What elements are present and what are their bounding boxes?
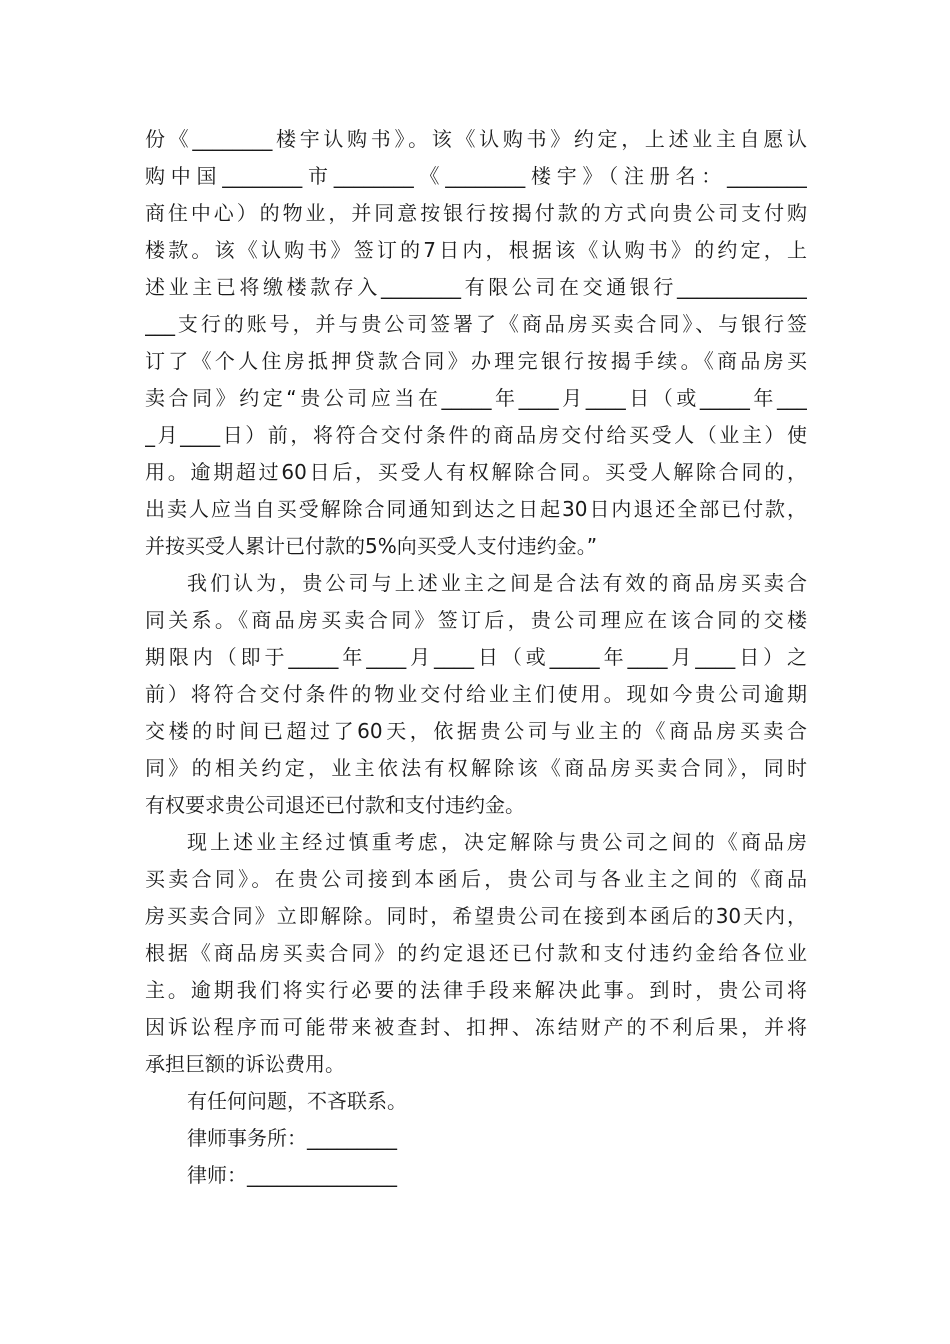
paragraph-line: 现上述业主经过慎重考虑，决定解除与贵公司之间的《商品房	[187, 830, 807, 854]
paragraph-line: 交楼的时间已超过了60天，依据贵公司与业主的《商品房买卖合	[145, 719, 807, 743]
paragraph-line: 我们认为，贵公司与上述业主之间是合法有效的商品房买卖合	[187, 571, 807, 595]
letter-body	[145, 121, 807, 1194]
lawyer-signature-line: 律师：_______________	[187, 1163, 397, 1187]
paragraph-line: 房买卖合同》立即解除。同时，希望贵公司在接到本函后的30天内，	[145, 904, 807, 928]
law-firm-signature-line: 律师事务所：_________	[187, 1126, 397, 1150]
paragraph-line: 前）将符合交付条件的物业交付给业主们使用。现如今贵公司逾期	[145, 682, 807, 706]
paragraph-line: _月____日）前，将符合交付条件的商品房交付给买受人（业主）使	[145, 423, 807, 447]
paragraph-line: 根据《商品房买卖合同》的约定退还已付款和支付违约金给各位业	[145, 941, 807, 965]
paragraph-line: 份《________楼宇认购书》。该《认购书》约定，上述业主自愿认	[145, 127, 807, 151]
paragraph-line: 楼款。该《认购书》签订的7日内，根据该《认购书》的约定，上	[145, 238, 807, 262]
paragraph-line: 用。逾期超过60日后，买受人有权解除合同。买受人解除合同的，	[145, 460, 807, 484]
paragraph-line: 主。逾期我们将实行必要的法律手段来解决此事。到时，贵公司将	[145, 978, 807, 1002]
paragraph-line: 因诉讼程序而可能带来被查封、扣押、冻结财产的不利后果，并将	[145, 1015, 807, 1039]
paragraph-line: 并按买受人累计已付款的5%向买受人支付违约金。”	[145, 534, 598, 558]
paragraph-line: 卖合同》约定“贵公司应当在_____年____月____日（或_____年___	[145, 386, 807, 410]
paragraph-line: 同关系。《商品房买卖合同》签订后，贵公司理应在该合同的交楼	[145, 608, 807, 632]
paragraph-2	[145, 565, 807, 824]
paragraph-line: 承担巨额的诉讼费用。	[145, 1052, 345, 1076]
paragraph-line: 订了《个人住房抵押贷款合同》办理完银行按揭手续。《商品房买	[145, 349, 807, 373]
paragraph-line: 同》的相关约定，业主依法有权解除该《商品房买卖合同》，同时	[145, 756, 807, 780]
paragraph-line: 述业主已将缴楼款存入________有限公司在交通银行_____________	[145, 275, 807, 299]
paragraph-line: 期限内（即于_____年____月____日（或_____年____月____日）之	[145, 645, 807, 669]
paragraph-line: 购中国________市________《________楼宇》（注册名：________	[145, 164, 807, 188]
paragraph-line: ___支行的账号，并与贵公司签署了《商品房买卖合同》、与银行签	[145, 312, 807, 336]
paragraph-line: 出卖人应当自买受解除合同通知到达之日起30日内退还全部已付款，	[145, 497, 807, 521]
closing-line: 有任何问题，不吝联系。	[187, 1089, 407, 1113]
paragraph-3	[145, 824, 807, 1083]
paragraph-line: 有权要求贵公司退还已付款和支付违约金。	[145, 793, 525, 817]
paragraph-line: 买卖合同》。在贵公司接到本函后，贵公司与各业主之间的《商品	[145, 867, 807, 891]
paragraph-1	[145, 121, 807, 565]
paragraph-line: 商住中心）的物业，并同意按银行按揭付款的方式向贵公司支付购	[145, 201, 807, 225]
